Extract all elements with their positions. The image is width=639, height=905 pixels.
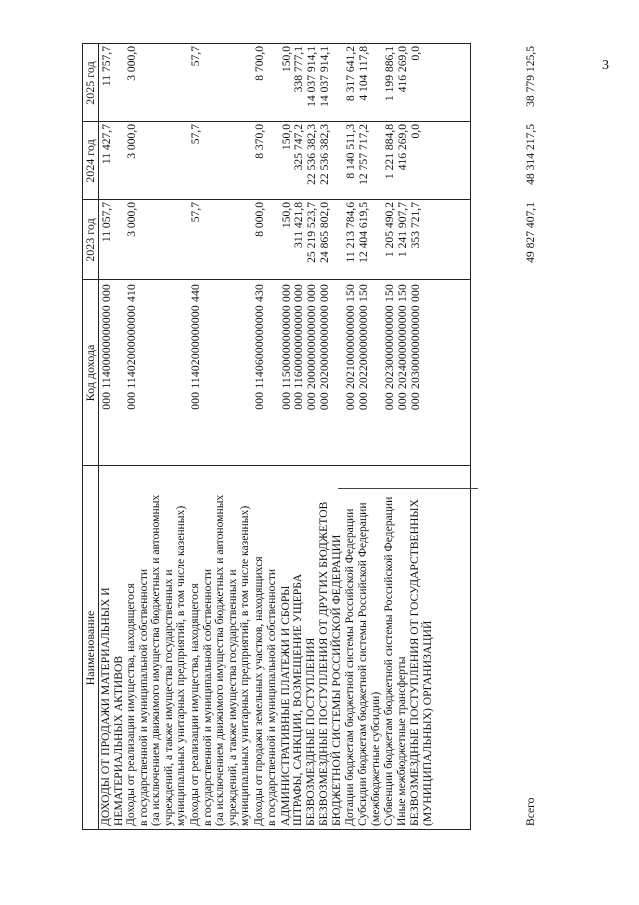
row-value-2024: 12 757 717,2 [357, 124, 370, 185]
row-value-2025: 416 269,0 [396, 46, 409, 93]
row-name-line: Дотации бюджетам бюджетной системы Российской Федерации [343, 508, 356, 826]
row-name-line: муниципальных унитарных предприятий, в том числе казенных) [174, 505, 188, 826]
row-name-line: (за исключением движимого имущества бюджетных и автономных [149, 494, 163, 826]
header-name: Наименование [83, 610, 97, 686]
row-value-2025: 0,0 [409, 46, 422, 61]
row-name-line: ШТРАФЫ, САНКЦИИ, ВОЗМЕЩЕНИЕ УЩЕРБА [291, 573, 304, 826]
row-name-line: Субвенции бюджетам бюджетной системы Российской Федерации [382, 496, 395, 826]
row-value-2024: 22 536 382,3 [318, 124, 331, 185]
row-name [409, 466, 434, 826]
row-code: 000 20220000000000 150 [357, 284, 370, 411]
row-value-2023: 1 205 490,2 [383, 202, 396, 258]
column-divider [82, 43, 471, 44]
row-name-line: БЕЗВОЗМЕЗДНЫЕ ПОСТУПЛЕНИЯ [304, 637, 317, 826]
row-name-line: НЕМАТЕРИАЛЬНЫХ АКТИВОВ [111, 655, 125, 826]
row-name [344, 466, 357, 826]
row-name-line: (МУНИЦИПАЛЬНЫХ) ОРГАНИЗАЦИЙ [420, 620, 434, 826]
row-name-line: учреждений, а также имущества государственных и [161, 569, 175, 826]
row-value-2023: 353 721,7 [409, 202, 422, 249]
row-name [125, 466, 188, 826]
row-value-2025: 11 757,7 [100, 46, 113, 87]
row-name [305, 466, 318, 826]
row-value-2023: 12 404 619,5 [357, 202, 370, 263]
row-value-2025: 150,0 [280, 46, 293, 73]
total-2024: 48 314 217,5 [524, 124, 537, 185]
header-2024: 2024 год [83, 139, 97, 183]
row-value-2024: 8 370,0 [253, 124, 266, 159]
row-name-line: Доходы от продажи земельных участков, находящихся [252, 556, 265, 826]
row-code: 000 11402000000000 410 [125, 284, 138, 410]
row-code: 000 20000000000000 000 [305, 284, 318, 411]
row-value-2025: 14 037 914,1 [318, 46, 331, 107]
row-name [357, 466, 382, 826]
row-value-2025: 14 037 914,1 [305, 46, 318, 107]
total-2023: 49 827 407,1 [524, 202, 537, 263]
row-code: 000 20230000000000 150 [383, 284, 396, 411]
row-value-2023: 1 241 907,7 [396, 202, 409, 258]
row-value-2024: 8 140 511,3 [344, 124, 357, 179]
row-name [292, 466, 305, 826]
row-value-2024: 150,0 [280, 124, 293, 151]
row-name [396, 466, 409, 826]
revenue-table [78, 10, 562, 830]
row-name [189, 466, 252, 826]
row-name-line: в государственной и муниципальной собственности [264, 568, 278, 826]
row-name [318, 466, 343, 826]
row-name [383, 466, 396, 826]
row-value-2023: 25 219 523,7 [305, 202, 318, 263]
row-name-line: муниципальных унитарных предприятий, в том числе казенных) [238, 505, 252, 826]
row-value-2025: 1 199 886,1 [383, 46, 396, 102]
row-value-2023: 8 000,0 [253, 202, 266, 237]
row-value-2024: 1 221 884,8 [383, 124, 396, 180]
row-value-2024: 22 536 382,3 [305, 124, 318, 185]
row-code: 000 11400000000000 000 [100, 284, 113, 410]
row-value-2025: 8 700,0 [253, 46, 266, 81]
row-value-2023: 150,0 [280, 202, 293, 229]
row-name [253, 466, 278, 826]
page-number: 3 [602, 58, 609, 73]
row-name-line: Доходы от реализации имущества, находящегося [124, 583, 137, 826]
row-value-2025: 338 777,1 [292, 46, 305, 93]
row-code: 000 11600000000000 000 [292, 284, 305, 410]
row-value-2023: 311 421,8 [292, 202, 305, 248]
row-code: 000 11406000000000 430 [253, 284, 266, 410]
row-name-line: (межбюджетные субсидии) [368, 691, 382, 826]
row-code: 000 11402000000000 440 [189, 284, 202, 410]
table-bottom-border [470, 44, 471, 830]
row-code: 000 20200000000000 000 [318, 284, 331, 411]
header-2023: 2023 год [83, 218, 97, 262]
row-value-2024: 325 747,2 [292, 124, 305, 171]
row-code: 000 20300000000000 000 [409, 284, 422, 411]
row-code: 000 20240000000000 150 [396, 284, 409, 411]
row-name-line: БЕЗВОЗМЕЗДНЫЕ ПОСТУПЛЕНИЯ ОТ ДРУГИХ БЮДЖЕТОВ [317, 501, 330, 826]
row-name-line: Иные межбюджетные трансферты [395, 656, 408, 826]
header-code: Код дохода [83, 344, 97, 402]
row-name-line: Субсидии бюджетам бюджетной системы Российской Федерации [356, 502, 369, 826]
row-value-2025: 57,7 [189, 46, 202, 67]
row-value-2023: 11 213 784,6 [344, 202, 357, 263]
column-divider [82, 829, 471, 830]
total-2025: 38 779 125,5 [524, 46, 537, 107]
row-name-line: Доходы от реализации имущества, находящегося [188, 583, 201, 826]
row-value-2023: 24 865 802,0 [318, 202, 331, 263]
row-name-line: АДМИНИСТРАТИВНЫЕ ПЛАТЕЖИ И СБОРЫ [279, 585, 292, 826]
row-name-line: БЮДЖЕТНОЙ СИСТЕМЫ РОССИЙСКОЙ ФЕДЕРАЦИИ [329, 534, 343, 826]
separator-line [338, 488, 478, 489]
header-2025: 2025 год [83, 61, 97, 105]
row-name-line: БЕЗВОЗМЕЗДНЫЕ ПОСТУПЛЕНИЯ ОТ ГОСУДАРСТВЕННЫХ [408, 499, 421, 826]
row-value-2024: 57,7 [189, 124, 202, 145]
row-value-2023: 57,7 [189, 202, 202, 223]
row-value-2024: 416 269,0 [396, 124, 409, 171]
row-name-line: в государственной и муниципальной собственности [200, 568, 214, 826]
row-code: 000 20210000000000 150 [344, 284, 357, 411]
row-value-2025: 4 104 117,8 [357, 46, 370, 101]
row-name [100, 466, 125, 826]
row-name-line: в государственной и муниципальной собственности [136, 568, 150, 826]
row-value-2024: 0,0 [409, 124, 422, 139]
row-value-2023: 3 000,0 [125, 202, 138, 237]
row-value-2024: 11 427,7 [100, 124, 113, 165]
total-label: Всего [524, 797, 537, 826]
row-name-line: учреждений, а также имущества государственных и [225, 569, 239, 826]
row-code: 000 11500000000000 000 [280, 284, 293, 410]
row-value-2025: 3 000,0 [125, 46, 138, 81]
row-name-line: (за исключением движимого имущества бюджетных и автономных [213, 494, 227, 826]
row-name-line: ДОХОДЫ ОТ ПРОДАЖИ МАТЕРИАЛЬНЫХ И [99, 587, 112, 826]
row-value-2023: 11 057,7 [100, 202, 113, 243]
row-value-2024: 3 000,0 [125, 124, 138, 159]
row-value-2025: 8 317 641,2 [344, 46, 357, 102]
